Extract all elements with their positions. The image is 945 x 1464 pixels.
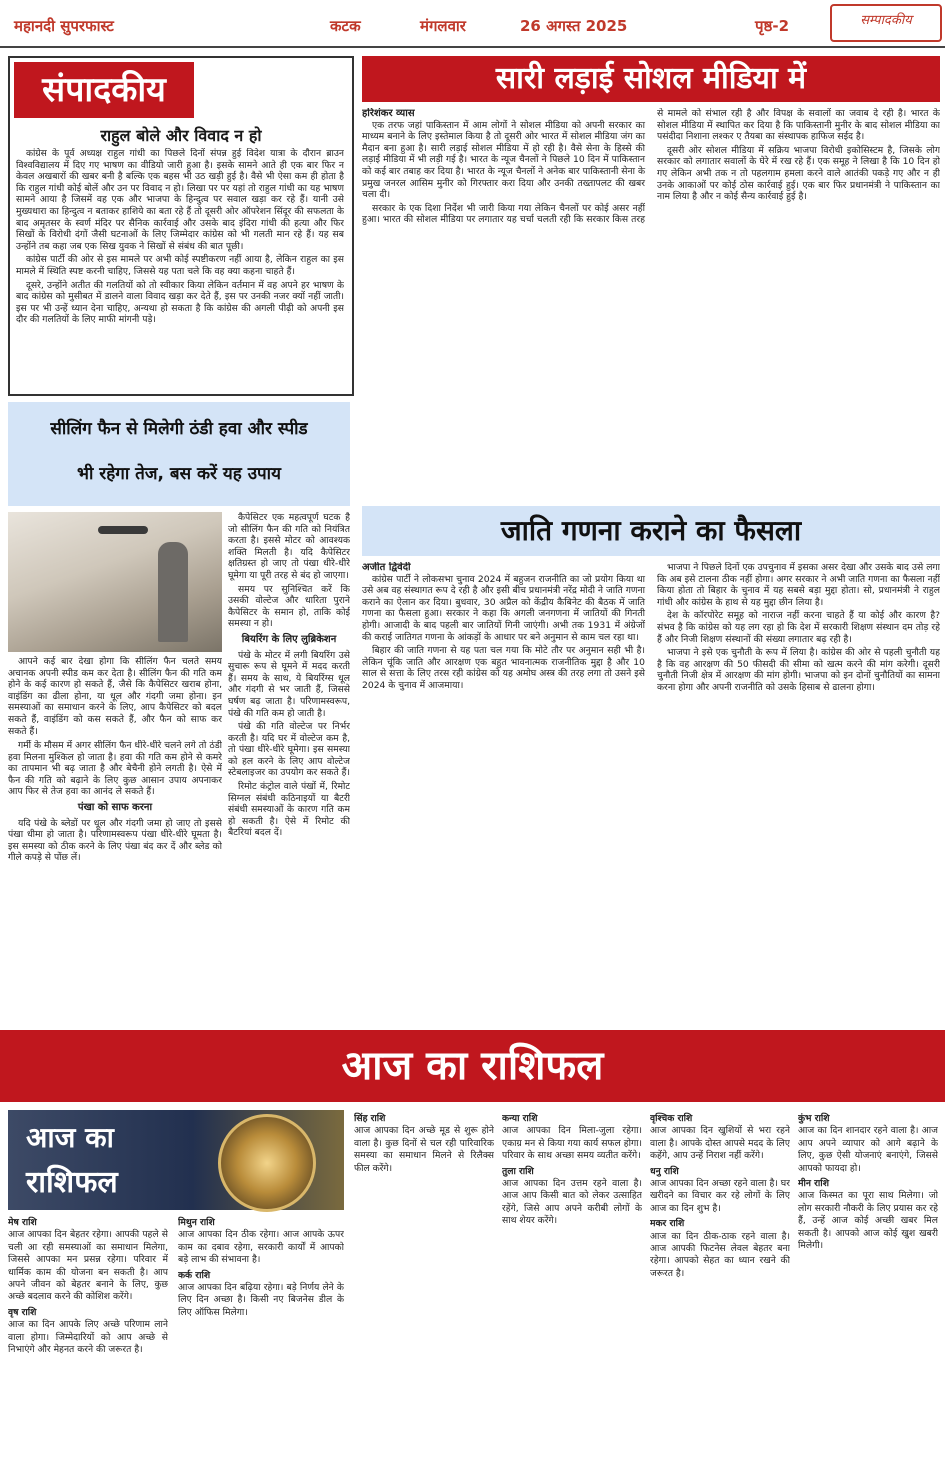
sign-text: आज किस्मत का पूरा साथ मिलेगा। जो लोग सरकारी नौकरी के लिए प्रयास कर रहे हैं, उन्हें आज कोई अच्छी खबर मिल सकती है। आपको आज कोई खुश खबरी मिलेगी। <box>798 1190 938 1252</box>
caste-para: बिहार की जाति गणना से यह पता चल गया कि मोटे तौर पर अनुमान सही भी है। लेकिन चूंकि जाति और आरक्षण एक बहुत भावनात्मक राजनीतिक मुद्दा है और 10 साल से सत्ता के लिए तरस रही कांग्रेस को यह अमोघ अस्त्र की तरह लगा तो उसने इसे 2024 के चुनाव में आजमाया। <box>362 645 645 691</box>
horoscope-banner-band <box>0 1030 945 1102</box>
sign-name: मेष राशि <box>8 1217 37 1228</box>
issue-date: 26 अगस्त 2025 <box>520 17 628 35</box>
horoscope-list-4 <box>502 1110 642 1462</box>
sign-text: आज का दिन शानदार रहने वाला है। आज आप अपने व्यापार को आगे बढ़ाने के लिए, कुछ ऐसी योजनाएं बनाएंगे, जिससे आपको फायदा हो। <box>798 1125 938 1174</box>
ceiling-fan-para: समय पर सुनिश्चित करें कि उसकी वोल्टेज और धारिता पुराने कैपेसिटर के समान हो, ताकि कोई समस्या न हो। <box>228 583 350 630</box>
day-name: मंगलवार <box>420 17 466 35</box>
sign-text: आज आपका दिन ठीक रहेगा। आज आपके ऊपर काम का दबाव रहेगा, सरकारी कार्यों में आपको बड़े लाभ की संभावना है। <box>178 1229 344 1266</box>
editorial-para: कांग्रेस पार्टी की ओर से इस मामले पर अभी कोई स्पष्टीकरण नहीं आया है, लेकिन राहुल का इस मामले में स्थिति स्पष्ट करनी चाहिए, जिससे यह पता चले कि वह क्या कहना चाहते हैं। <box>16 254 344 277</box>
editorial-para: कांग्रेस के पूर्व अध्यक्ष राहुल गांधी का पिछले दिनों संपन्न हुई विदेश यात्रा के दौरान ब्राउन विश्वविद्यालय में दिए गए भाषण का वीडियो जारी हुआ है। इसके सामने आते ही एक बार फिर न केवल अखबारों की खबर बनी है बल्कि एक बहस भी उठ खड़ी हुई है। वैसे भी ऐसा कम ही होता है कि राहुल गांधी कोई बोलें और उन पर विवाद न हो। लिखा पर पर यहां तो राहुल गांधी का यह भाषण सामने आया है जिसमें वह एक और भाजपा के हिन्दुत्व पर सवाल खड़ा कर रहे हैं। यानी उसे मुख्यधारा का हिन्दुत्व न बताकर हाशिये का बता रहे हैं तो दूसरी ओर ऑपरेशन सिंदूर की सफलता के बाद अमृतसर के स्वर्ण मंदिर पर सैनिक कार्रवाई और उसके बाद इंदिरा गांधी की हत्या और फिर सिखों के विरोधी दंगों जैसी घटनाओं के लिए जिम्मेदार कांग्रेस को भी गलती मान रहे हैं। यह सब उन्होंने तब कहा जब एक सिख युवक ने सिखों से संबंध की बात पूछी। <box>16 148 344 252</box>
horoscope-list-6 <box>798 1110 938 1462</box>
social-media-para: दूसरी ओर सोशल मीडिया में सक्रिय भाजपा विरोधी इकोसिस्टम है, जिसके लोग सरकार को लगातार सवालों के घेरे में रख रहे हैं। एक समूह ने लिखा है कि 10 दिन हो गए लेकिन अभी तक न तो पहलगाम हमला करने वाले आतंकी पकड़े गए और न ही उनके आकाओं पर कोई ठोस कार्रवाई हुई। एक बार फिर प्रधानमंत्री ने पाकिस्तान का नाम लिया है और न कोई सैन्य कार्रवाई हुई है। <box>657 144 940 203</box>
editorial-body <box>16 148 344 388</box>
masthead <box>0 0 945 48</box>
social-media-headline: सारी लड़ाई सोशल मीडिया में <box>362 56 940 102</box>
ceiling-fan-para: रिमोट कंट्रोल वाले पंखों में, रिमोट सिग्नल संबंधी कठिनाइयों या बैटरी संबंधी समस्याओं के कारण गति कम हो सकती है। ऐसे में रिमोट की बैटरियां बदल दें। <box>228 781 350 839</box>
caste-para: कांग्रेस पार्टी ने लोकसभा चुनाव 2024 में बहुजन राजनीति का जो प्रयोग किया था उसे अब वह संस्थागत रूप दे रही है और इसी बीच प्रधानमंत्री नरेंद्र मोदी ने जाति गणना कराने का ऐलान कर दिया। बुधवार, 30 अप्रैल को केंद्रीय कैबिनेट की बैठक में जाति गणना का फैसला हुआ। सरकार ने कहा कि अगली जनगणना में जातियों की गिनती होगी। आजादी के बाद पहली बार जातियों गिनी जाएंगी। अभी तक 1931 में अंग्रेजों की कराई जातिगत गणना के आंकड़ों के आधार पर बने अनुमान से काम चल रहा था। <box>362 573 645 643</box>
ceiling-fan-para: पंखे के मोटर में लगी बियरिंग उसे सुचारू रूप से घूमने में मदद करती हैं। समय के साथ, ये बियरिंग्स धूल और गंदगी से भर जाती हैं, जिससे घर्षण बढ़ जाता है। परिणामस्वरूप, पंखे की गति कम हो जाती है। <box>228 649 350 719</box>
ceiling-fan-body-right <box>228 512 350 1020</box>
fan-icon <box>98 526 148 534</box>
caste-para: देश के कॉरपोरेट समूह को नाराज नहीं करना चाहते हैं या कोई और कारण है? संभव है कि कांग्रेस को यह लग रहा हो कि देश में सरकारी शिक्षण संस्थान दम तोड़ रहे हैं और निजी शिक्षण संस्थानों की संख्या लगातार बढ़ रही है। <box>657 610 940 645</box>
city-name: कटक <box>330 17 361 35</box>
ceiling-fan-photo <box>8 512 222 652</box>
social-media-author: हरिशंकर व्यास <box>362 108 415 119</box>
ceiling-fan-para: पंखे की गति वोल्टेज पर निर्भर करती है। यदि घर में वोल्टेज कम है, तो पंखा धीरे-धीरे घूमेगा। इस समस्या को हल करने के लिए आप वोल्टेज स्टेबलाइजर का उपयोग कर सकते हैं। <box>228 721 350 779</box>
sign-name: कन्या राशि <box>502 1113 538 1124</box>
horoscope-banner: आज का राशिफल <box>341 1043 604 1089</box>
social-media-para: सरकार के एक दिशा निर्देश भी जारी किया गया लेकिन चैनलों पर कोई असर नहीं हुआ। भारत की सोशल मीडिया पर लगातार यह चर्चा चलती रही कि सरकार किस तरह से मामले को संभाल रही है और विपक्ष के सवालों का जवाब दे रही है। भारत के सोशल मीडिया में स्थापित कर दिया है कि पाकिस्तानी मुनीर के बाद सोशल मीडिया का पसंदीदा निशाना लश्कर ए तैयबा का संस्थापक हाफिज सईद है। <box>362 108 940 226</box>
sign-name: धनु राशि <box>650 1165 679 1177</box>
horoscope-image-text-1: आज का <box>26 1121 114 1154</box>
editorial-box <box>8 56 354 396</box>
zodiac-wheel-icon <box>218 1114 316 1212</box>
sign-text: आज आपका दिन बढ़िया रहेगा। बड़े निर्णय लेने के लिए दिन अच्छा है। किसी नए बिजनेस डील के लिए ऑफिस मिलेगा। <box>178 1282 344 1318</box>
sign-name: सिंह राशि <box>354 1113 386 1124</box>
sign-name: कर्क राशि <box>178 1269 211 1281</box>
sign-text: आज आपका दिन अच्छा रहने वाला है। घर खरीदने का विचार कर रहे लोगों के लिए आज का दिन शुभ है। <box>650 1178 790 1214</box>
sign-name: तुला राशि <box>502 1165 534 1177</box>
person-silhouette-icon <box>158 542 188 642</box>
ceiling-fan-para: कैपेसिटर एक महत्वपूर्ण घटक है जो सीलिंग फैन की गति को नियंत्रित करता है। इससे मोटर को आवश्यक शक्ति मिलती है। यदि कैपेसिटर क्षतिग्रस्त हो जाए तो पंखा धीरे-धीरे घूमेगा या पूरी तरह से बंद हो जाएगा। <box>228 512 350 581</box>
sign-name: मिथुन राशि <box>178 1217 215 1228</box>
sign-text: आज का दिन आपके लिए अच्छे परिणाम लाने वाला होगा। जिम्मेदारियों को आप अच्छे से निभाएंगे और मेहनत करने की जरूरत है। <box>8 1319 168 1356</box>
sign-text: आज आपका दिन अच्छे मूड से शुरू होने वाला है। कुछ दिनों से चल रही पारिवारिक समस्या का समाधान मिलने से रिलैक्स फील करेंगे। <box>354 1125 494 1174</box>
ceiling-fan-para: यदि पंखे के ब्लेडों पर धूल और गंदगी जमा हो जाए तो इससे पंखा धीमा हो जाता है। परिणामस्वरूप पंखा धीरे-धीरे घूमता है। इस समस्या को ठीक करने के लिए पंखा बंद कर दें और ब्लेड को गीले कपड़े से पोंछ लें। <box>8 817 222 864</box>
caste-headline: जाति गणना कराने का फैसला <box>362 506 940 556</box>
sign-text: आज का दिन ठीक-ठाक रहने वाला है। आज आपकी फिटनेस लेवल बेहतर बना रहेगा। आपको सेहत का ध्यान रखने की जरूरत है। <box>650 1230 790 1279</box>
ceiling-fan-headline <box>8 402 350 506</box>
sign-text: आज आपका दिन बेहतर रहेगा। आपकी पहले से चली आ रही समस्याओं का समाधान मिलेगा, जिससे आपका मन प्रसन्न रहेगा। परिवार में धार्मिक काम की योजना बन सकती है। आप अपने जीवन को बेहतर बनाने के लिए, कुछ अच्छे बदलाव करने की कोशिश करेंगे। <box>8 1229 168 1303</box>
horoscope-image-text-2: राशिफल <box>26 1165 118 1200</box>
editorial-banner: संपादकीय <box>14 62 194 118</box>
ceiling-fan-para: गर्मी के मौसम में अगर सीलिंग फैन धीरे-धीरे चलने लगे तो ठंडी हवा मिलना मुश्किल हो जाता है। हवा की गति कम होने से कमरे का तापमान भी बढ़ जाता है और बेचैनी होने लगती है। ऐसे में फैन की गति को बढ़ाने के लिए कुछ आसान उपाय अपनाकर आप फिर से तेज हवा का आनंद ले सकते हैं। <box>8 740 222 798</box>
editorial-para: दूसरे, उन्होंने अतीत की गलतियों को तो स्वीकार किया लेकिन वर्तमान में वह अपने हर भाषण के बाद कांग्रेस को मुसीबत में डालने वाला विवाद खड़ा कर देते हैं, इस पर उनकी नजर क्यों नहीं जाती। इस पर भी उन्हें ध्यान देना चाहिए, अन्यथा हो सकता है कि कांग्रेस की अगली पीढ़ी को अपनी इस दौर की गलतियों के लिए माफी मांगनी पड़े। <box>16 279 344 326</box>
ceiling-fan-body-left <box>8 740 222 1020</box>
social-media-body <box>362 108 940 498</box>
ceiling-fan-headline-line1: सीलिंग फैन से मिलेगी ठंडी हवा और स्पीड <box>50 419 308 439</box>
page-number: पृष्ठ-2 <box>755 17 790 35</box>
sign-name: मीन राशि <box>798 1178 829 1190</box>
caste-body <box>362 562 940 1020</box>
sign-name: वृश्चिक राशि <box>650 1113 693 1124</box>
social-media-para: एक तरफ जहां पाकिस्तान में आम लोगों ने सोशल मीडिया को अपनी सरकार का माध्यम बनाने के लिए इस्तेमाल किया है तो दूसरी ओर भारत में सोशल मीडिया जंग का मैदान बना हुआ है। सारी लड़ाई सोशल मीडिया में हो रही है। वैसे सेना के हिस्से की लड़ाई मीडिया में भी लड़ी गई है। भारत के न्यूज चैनलों ने पिछले 10 दिन में पाकिस्तान को कई बार तबाह कर दिया है। भारत के न्यूज चैनलों ने अनेक बार पाकिस्तानी सेना के प्रमुख जनरल आसिम मुनीर को गिरफ्तार करा दिया और उनकी तख्तापलट की खबर चला दी। <box>362 119 645 201</box>
sign-name: कुंभ राशि <box>798 1113 830 1124</box>
caste-para: भाजपा ने पिछले दिनों एक उपचुनाव में इसका असर देखा और उसके बाद उसे लगा कि अब इसे टालना ठीक नहीं होगा। अगर सरकार ने अभी जाति गणना का फैसला नहीं किया होता तो बिहार के चुनाव में यह सबसे बड़ा मुद्दा होता। सो, प्रधानमंत्री ने राहुल गांधी और कांग्रेस के हाथ से यह मुद्दा छीन लिया है। <box>657 562 940 608</box>
sign-text: आज आपका दिन खुशियों से भरा रहने वाला है। आपके दोस्त आपसे मदद के लिए कहेंगे, आप उन्हें निराश नहीं करेंगे। <box>650 1125 790 1162</box>
sign-text: आज आपका दिन उत्तम रहने वाला है। आज आप किसी बात को लेकर उत्साहित रहेंगे, जिसे आप अपने करीबी लोगों के साथ शेयर करेंगे। <box>502 1178 642 1227</box>
ceiling-fan-subhead-bearing: बियरिंग के लिए लुब्रिकेशन <box>241 633 337 645</box>
horoscope-image <box>8 1110 344 1210</box>
horoscope-list-3 <box>354 1110 494 1462</box>
ceiling-fan-subhead-clean: पंखा को साफ करना <box>77 801 153 813</box>
ceiling-fan-intro-text: आपने कई बार देखा होगा कि सीलिंग फैन चलते समय अचानक अपनी स्पीड कम कर देता है। सीलिंग फैन की गति कम होने के कई कारण हो सकते हैं, जैसे कि कैपेसिटर खराब होना, वाइंडिंग का ढीला होना, या धूल और गंदगी जमा होना। इन समस्याओं का समाधान करने के लिए, आप कैपेसिटर को बदल सकते हैं, वाइंडिंग को कस सकते हैं, और फैन को साफ कर सकते हैं। <box>8 656 222 736</box>
sign-name: वृष राशि <box>8 1306 37 1318</box>
editorial-headline: राहुल बोले और विवाद न हो <box>100 126 262 145</box>
caste-author: अजीत द्विवेदी <box>362 562 411 573</box>
ceiling-fan-intro <box>8 656 222 736</box>
horoscope-list-1 <box>8 1214 168 1462</box>
ceiling-fan-headline-line2: भी रहेगा तेज, बस करें यह उपाय <box>77 464 281 484</box>
sign-name: मकर राशि <box>650 1218 685 1230</box>
horoscope-list-5 <box>650 1110 790 1462</box>
sign-text: आज आपका दिन मिला-जुला रहेगा। एकाग्र मन से किया गया कार्य सफल होगा। परिवार के साथ अच्छा समय व्यतीत करेंगे। <box>502 1125 642 1162</box>
paper-name: महानदी सुपरफास्ट <box>14 17 114 35</box>
horoscope-list-2 <box>178 1214 344 1462</box>
caste-para: भाजपा ने इसे एक चुनौती के रूप में लिया है। कांग्रेस की ओर से पहली चुनौती यह है कि वह आरक्षण की 50 फीसदी की सीमा को खत्म करने की मांग करेगी। दूसरी चुनौती निजी क्षेत्र में आरक्षण की मांग होगी। भाजपा को इन दोनों चुनौतियों का सामना करना होगा और अपनी राजनीति को उसके हिसाब से ढालना होगा। <box>657 647 940 693</box>
section-logo: सम्पादकीय <box>830 4 942 42</box>
